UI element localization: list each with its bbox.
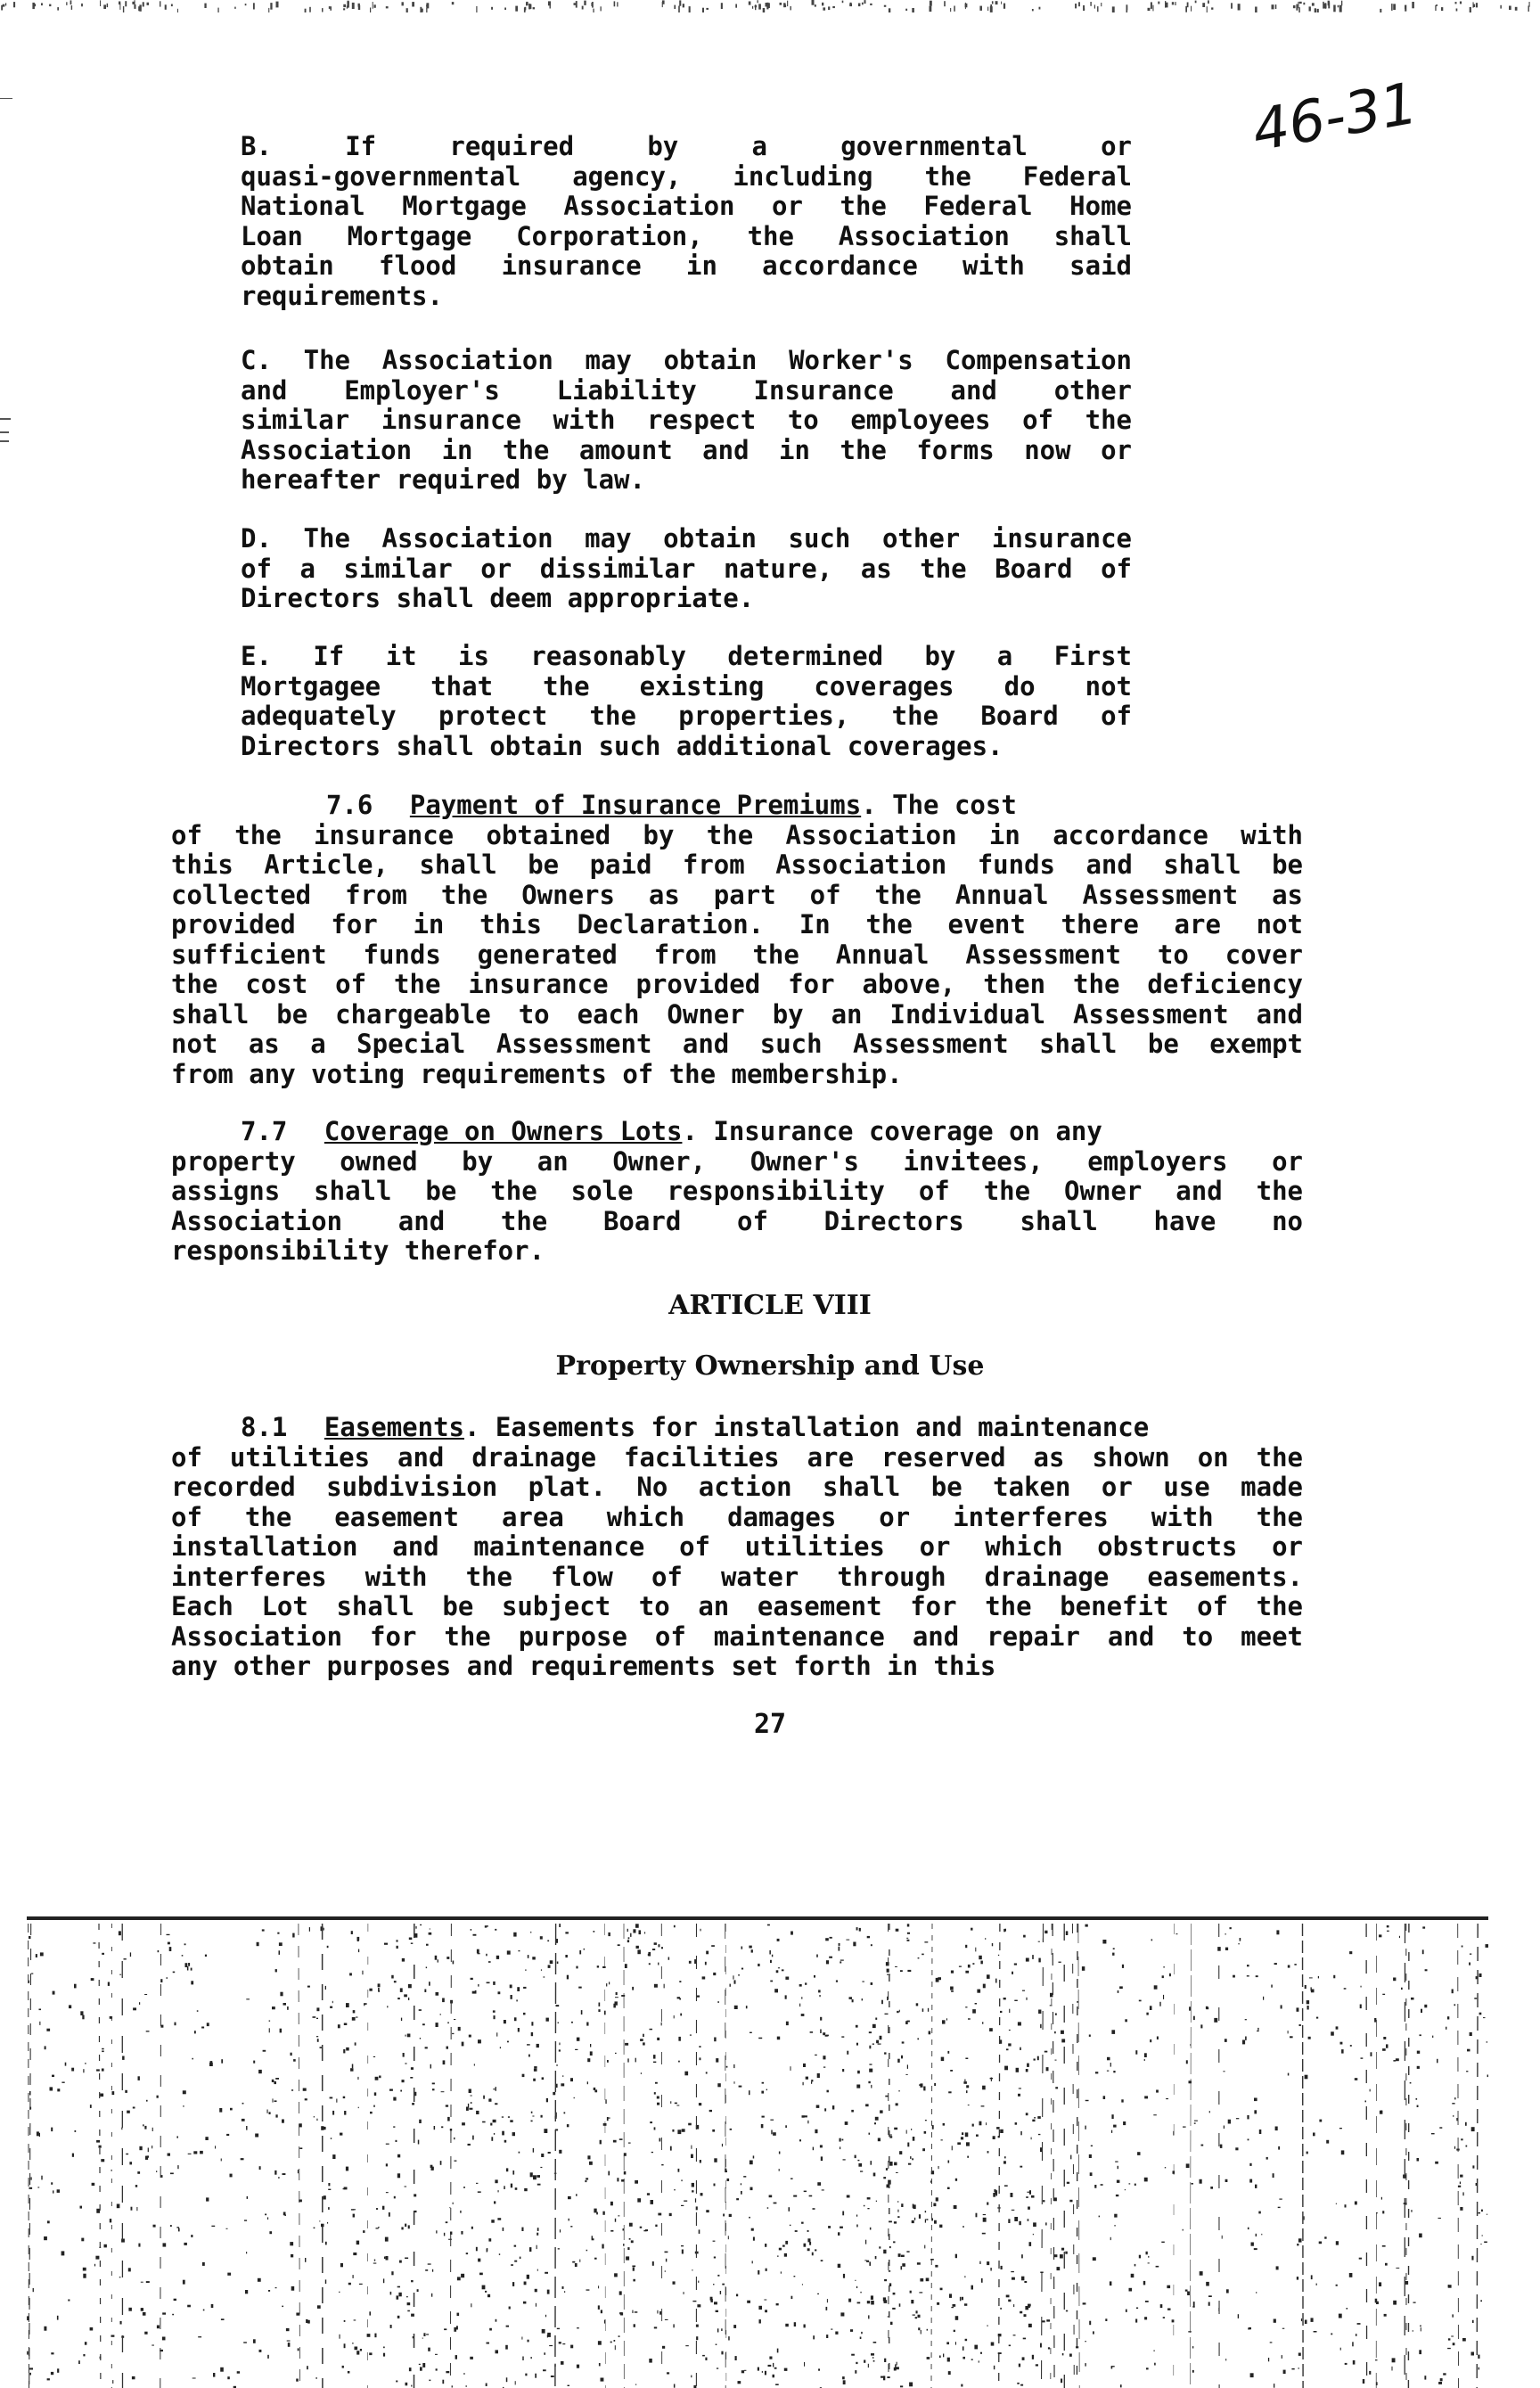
section-7-7-line: property owned by an Owner, Owner's invitees, employers or xyxy=(171,1145,1303,1177)
paragraph-b-line: Loan Mortgage Corporation, the Association shall xyxy=(241,220,1132,251)
paragraph-c-line: Association in the amount and in the forms now or xyxy=(241,434,1132,465)
paragraph-b-line: B. If required by a governmental or xyxy=(241,131,1132,161)
section-7-6-line: not as a Special Assessment and such Assessment shall be exempt xyxy=(171,1029,1303,1059)
scan-top-noise xyxy=(0,0,1540,12)
section-7-7-title: Coverage on Owners Lots xyxy=(324,1116,683,1146)
paragraph-b-line: quasi-governmental agency, including the Federal xyxy=(241,160,1132,192)
section-8-1-first-line-rest: . Easements for installation and maintenance xyxy=(464,1412,1150,1442)
paragraph-c-line: hereafter required by law. xyxy=(241,464,645,495)
paragraph-e-line: adequately protect the properties, the Board of xyxy=(241,701,1132,731)
section-7-6 xyxy=(171,791,1303,1089)
section-7-7-first-line-rest: . Insurance coverage on any xyxy=(682,1116,1102,1146)
scan-bottom-noise xyxy=(27,1924,1488,2388)
paragraph-d-line: of a similar or dissimilar nature, as the Board of xyxy=(241,553,1132,584)
paragraph-c-line: and Employer's Liability Insurance and other xyxy=(241,374,1132,406)
handwritten-annotation: 46-31 xyxy=(1247,70,1422,165)
section-8-1-line: Association for the purpose of maintenance and repair and to meet xyxy=(171,1621,1303,1652)
section-8-1-line: of utilities and drainage facilities are reserved as shown on the xyxy=(171,1441,1303,1473)
article-heading: ARTICLE VIII xyxy=(668,1290,872,1321)
section-7-7-first-line xyxy=(171,1117,1303,1147)
section-7-6-line: sufficient funds generated from the Annual Assessment to cover xyxy=(171,939,1303,970)
section-8-1-body xyxy=(171,1443,1303,1682)
paragraph-b-line: National Mortgage Association or the Federal Home xyxy=(241,191,1132,221)
section-7-7-line: assigns shall be the sole responsibility of the Owner and the xyxy=(171,1176,1303,1206)
section-8-1 xyxy=(171,1413,1303,1682)
paragraph-d-line: Directors shall deem appropriate. xyxy=(241,583,755,613)
section-7-7-number: 7.7 xyxy=(241,1116,288,1146)
section-7-6-line: from any voting requirements of the membership. xyxy=(171,1058,903,1089)
paragraph-e-line: Mortgagee that the existing coverages do not xyxy=(241,670,1132,702)
paragraph-b-line: obtain flood insurance in accordance with said xyxy=(241,250,1132,281)
section-8-1-title: Easements xyxy=(324,1412,464,1442)
section-8-1-number: 8.1 xyxy=(241,1412,288,1442)
section-7-7 xyxy=(171,1117,1303,1267)
section-7-7-body xyxy=(171,1147,1303,1267)
paragraph-d xyxy=(241,524,1132,614)
paragraph-c-line: similar insurance with respect to employees of the xyxy=(241,405,1132,435)
section-8-1-line: any other purposes and requirements set forth in this xyxy=(171,1651,996,1681)
page-number: 27 xyxy=(753,1709,787,1740)
section-7-6-line: collected from the Owners as part of the Annual Assessment as xyxy=(171,879,1303,910)
section-8-1-line: of the easement area which damages or interferes with the xyxy=(171,1501,1303,1532)
section-8-1-line: recorded subdivision plat. No action shall be taken or use made xyxy=(171,1472,1303,1502)
section-7-6-line: of the insurance obtained by the Association in accordance with xyxy=(171,819,1303,850)
section-7-6-line: the cost of the insurance provided for above, then the deficiency xyxy=(171,969,1303,999)
section-7-6-first-line-rest: . The cost xyxy=(861,790,1017,820)
section-7-6-line: provided for in this Declaration. In the event there are not xyxy=(171,909,1303,940)
section-7-6-title: Payment of Insurance Premiums xyxy=(409,790,862,820)
scan-bottom-rule xyxy=(27,1916,1488,1920)
section-8-1-line: installation and maintenance of utilities or which obstructs or xyxy=(171,1531,1303,1562)
paragraph-e xyxy=(241,642,1132,761)
section-7-6-body xyxy=(171,821,1303,1090)
section-7-7-line: Association and the Board of Directors shall have no xyxy=(171,1205,1303,1236)
paragraph-d-line: D. The Association may obtain such other insurance xyxy=(241,523,1132,554)
section-7-6-line: shall be chargeable to each Owner by an Individual Assessment and xyxy=(171,998,1303,1030)
section-7-6-first-line xyxy=(171,791,1303,821)
section-7-6-line: this Article, shall be paid from Association funds and shall be xyxy=(171,849,1303,880)
section-7-7-line: responsibility therefor. xyxy=(171,1235,545,1266)
paragraph-c-line: C. The Association may obtain Worker's Compensation xyxy=(241,345,1132,375)
article-subheading: Property Ownership and Use xyxy=(555,1350,985,1382)
paragraph-c xyxy=(241,346,1132,496)
section-8-1-line: Each Lot shall be subject to an easement for the benefit of the xyxy=(171,1591,1303,1621)
paragraph-e-line: E. If it is reasonably determined by a First xyxy=(241,641,1132,671)
scan-left-edge-marks xyxy=(0,98,27,1881)
paragraph-b xyxy=(241,132,1132,311)
section-8-1-first-line xyxy=(171,1413,1303,1443)
paragraph-b-line: requirements. xyxy=(241,280,443,311)
section-7-6-number: 7.6 xyxy=(326,790,373,820)
paragraph-e-line: Directors shall obtain such additional coverages. xyxy=(241,730,1003,761)
section-8-1-line: interferes with the flow of water through drainage easements. xyxy=(171,1561,1303,1592)
